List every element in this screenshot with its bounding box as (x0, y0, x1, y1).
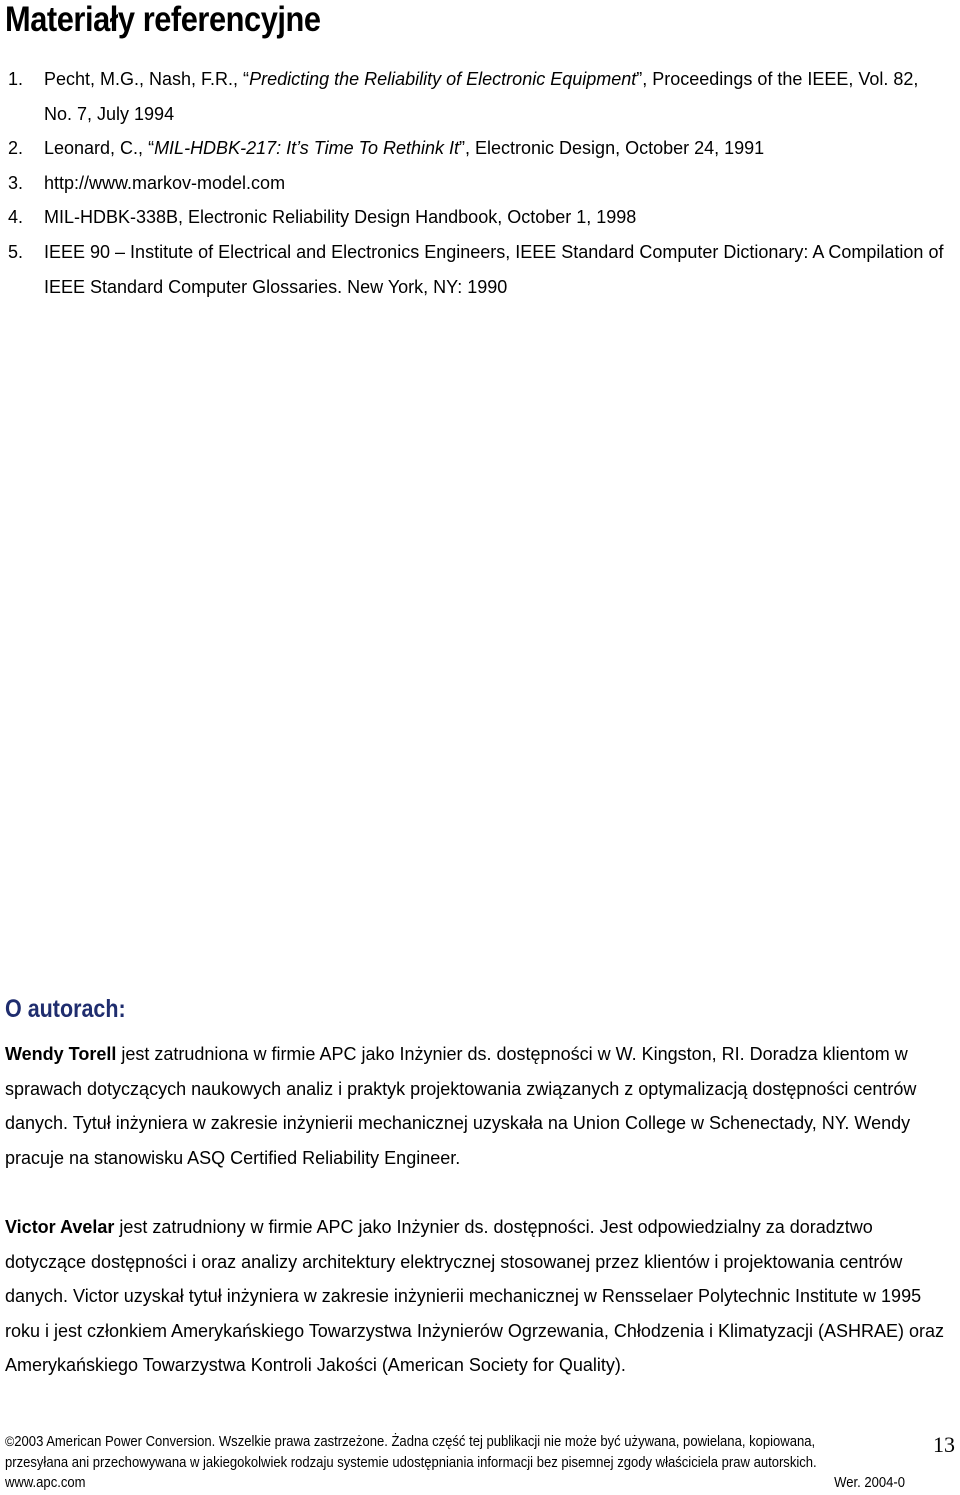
footer-bottom-line (5, 1473, 905, 1494)
author-name: Victor Avelar (5, 1217, 115, 1237)
reference-text: MIL-HDBK-338B, Electronic Reliability Design Handbook, October 1, 1998 (44, 207, 637, 227)
reference-number: 2. (8, 138, 24, 158)
footer-copyright-line: ©2003 American Power Conversion. Wszelkie prawa zastrzeżone. Żadna część tej publikacji nie może być używana, powielana, kopiowana, (5, 1433, 816, 1450)
author-bio-wendy (5, 1037, 955, 1175)
reference-text: IEEE 90 – Institute of Electrical and Electronics Engineers, IEEE Standard Computer Dictionary: A Compilation of IEEE Standard Computer Glossaries. New York, NY: 1990 (44, 242, 944, 297)
author-name: Wendy Torell (5, 1044, 117, 1064)
reference-number: 5. (8, 242, 24, 262)
about-authors-heading: O autorach: (5, 995, 126, 1023)
reference-text: Pecht, M.G., Nash, F.R., “Predicting the Reliability of Electronic Equipment”, Proceedings of the IEEE, Vol. 82, No. 7, July 1994 (44, 69, 919, 124)
reference-link[interactable]: http://www.markov-model.com (44, 173, 286, 193)
footer-rights-line: przesyłana ani przechowywana w jakiegokolwiek rodzaju systemie udostępniania informacji bez pisemnej zgody właściciela praw autorskich. (5, 1454, 817, 1471)
footer-website-link[interactable]: www.apc.com (5, 1475, 86, 1491)
page-number: 13 (933, 1432, 955, 1457)
footer-version: Wer. 2004-0 (834, 1475, 905, 1491)
reference-number: 4. (8, 207, 24, 227)
footer (5, 1431, 905, 1494)
reference-number: 1. (8, 69, 24, 89)
reference-text: Leonard, C., “MIL-HDBK-217: It’s Time To Rethink It”, Electronic Design, October 24, 1991 (44, 138, 765, 158)
author-bio-victor (5, 1210, 955, 1383)
author-bio-text: jest zatrudniona w firmie APC jako Inżynier ds. dostępności w W. Kingston, RI. Doradza klientom w sprawach dotyczących naukowych analiz i praktyk projektowania związanych z optymalizacją dostępności centrów danych. Tytuł inżyniera w zakresie inżynierii mechanicznej uzyskała na Union College w Schenectady, NY. Wendy pracuje na stanowisku ASQ Certified Reliability Engineer. (5, 1044, 917, 1168)
reference-number: 3. (8, 173, 24, 193)
author-bio-text: jest zatrudniony w firmie APC jako Inżynier ds. dostępności. Jest odpowiedzialny za doradztwo dotyczące dostępności i oraz analizy architektury elektrycznej stosowanej przez klientów i projektowania centrów danych. Victor uzyskał tytuł inżyniera w zakresie inżynierii mechanicznej w Rensselaer Polytechnic Institute w 1995 roku i jest członkiem Amerykańskiego Towarzystwa Inżynierów Ogrzewania, Chłodzenia i Klimatyzacji (ASHRAE) oraz Amerykańskiego Towarzystwa Kontroli Jakości (American Society for Quality). (5, 1217, 945, 1375)
page-title: Materiały referencyjne (5, 0, 321, 39)
copyright-icon: © (5, 1433, 15, 1449)
